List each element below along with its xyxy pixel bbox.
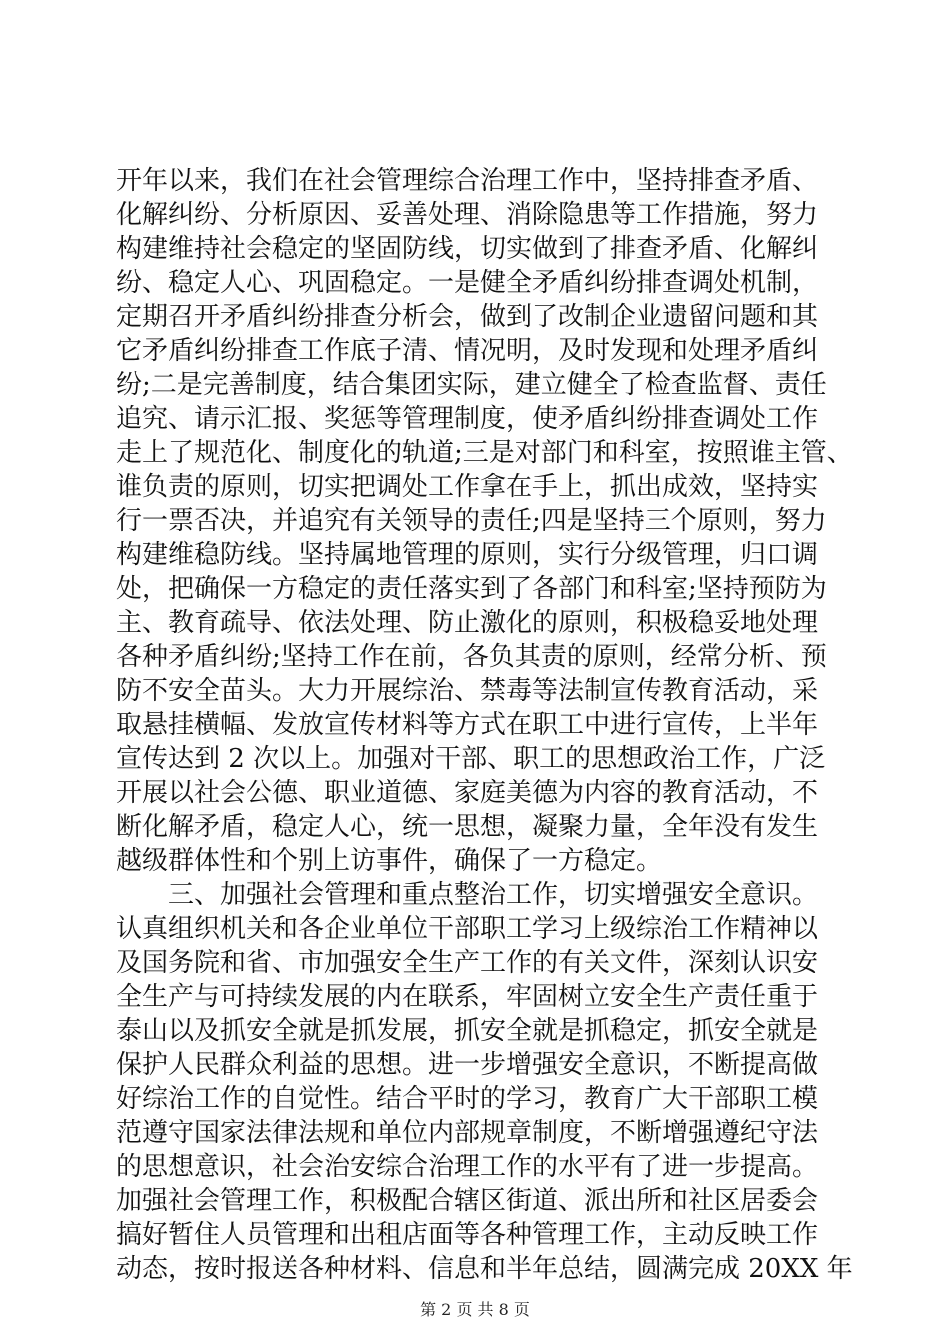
body-line: 搞好暂住人员管理和出租店面等各种管理工作，主动反映工作 [116,1220,819,1250]
body-line: 断化解矛盾，稳定人心，统一思想，凝聚力量，全年没有发生 [116,812,819,842]
body-line: 泰山以及抓安全就是抓发展，抓安全就是抓稳定，抓安全就是 [116,1016,819,1046]
body-line: 宣传达到 2 次以上。加强对干部、职工的思想政治工作，广泛 [116,744,826,774]
page-number-footer: 第 2 页 共 8 页 [420,1300,530,1319]
body-line: 范遵守国家法律法规和单位内部规章制度，不断增强遵纪守法 [116,1118,819,1148]
body-line: 定期召开矛盾纠纷排查分析会，做到了改制企业遗留问题和其 [116,302,819,332]
body-line: 它矛盾纠纷排查工作底子清、情况明，及时发现和处理矛盾纠 [116,336,819,366]
body-line: 化解纠纷、分析原因、妥善处理、消除隐患等工作措施，努力 [116,200,819,230]
body-line: 好综治工作的自觉性。结合平时的学习，教育广大干部职工模 [116,1084,819,1114]
body-line: 防不安全苗头。大力开展综治、禁毒等法制宣传教育活动，采 [116,676,819,706]
body-line: 取悬挂横幅、发放宣传材料等方式在职工中进行宣传，上半年 [116,710,819,740]
body-line: 保护人民群众利益的思想。进一步增强安全意识，不断提高做 [116,1050,819,1080]
body-line: 走上了规范化、制度化的轨道;三是对部门和科室，按照谁主管、 [116,438,853,468]
section-heading-line: 三、加强社会管理和重点整治工作，切实增强安全意识。 [116,880,819,910]
body-line: 全生产与可持续发展的内在联系，牢固树立安全生产责任重于 [116,982,819,1012]
body-line: 主、教育疏导、依法处理、防止激化的原则，积极稳妥地处理 [116,608,819,638]
body-line: 处，把确保一方稳定的责任落实到了各部门和科室;坚持预防为 [116,574,827,604]
body-line: 的思想意识，社会治安综合治理工作的水平有了进一步提高。 [116,1152,819,1182]
body-line: 及国务院和省、市加强安全生产工作的有关文件，深刻认识安 [116,948,819,978]
body-line: 追究、请示汇报、奖惩等管理制度，使矛盾纠纷排查调处工作 [116,404,819,434]
body-line: 加强社会管理工作，积极配合辖区街道、派出所和社区居委会 [116,1186,819,1216]
body-line: 开年以来，我们在社会管理综合治理工作中，坚持排查矛盾、 [116,166,819,196]
body-line: 开展以社会公德、职业道德、家庭美德为内容的教育活动，不 [116,778,819,808]
body-line: 行一票否决，并追究有关领导的责任;四是坚持三个原则，努力 [116,506,827,536]
body-line: 纷、稳定人心、巩固稳定。一是健全矛盾纠纷排查调处机制， [116,268,819,298]
body-line: 越级群体性和个别上访事件，确保了一方稳定。 [116,846,663,876]
body-line: 构建维稳防线。坚持属地管理的原则，实行分级管理，归口调 [116,540,819,570]
body-line: 纷;二是完善制度，结合集团实际，建立健全了检查监督、责任 [116,370,827,400]
body-line: 构建维持社会稳定的坚固防线，切实做到了排查矛盾、化解纠 [116,234,819,264]
body-line: 谁负责的原则，切实把调处工作拿在手上，抓出成效，坚持实 [116,472,819,502]
body-line: 认真组织机关和各企业单位干部职工学习上级综治工作精神以 [116,914,819,944]
body-line: 动态，按时报送各种材料、信息和半年总结，圆满完成 20XX 年 [116,1254,853,1284]
body-line: 各种矛盾纠纷;坚持工作在前，各负其责的原则，经常分析、预 [116,642,827,672]
